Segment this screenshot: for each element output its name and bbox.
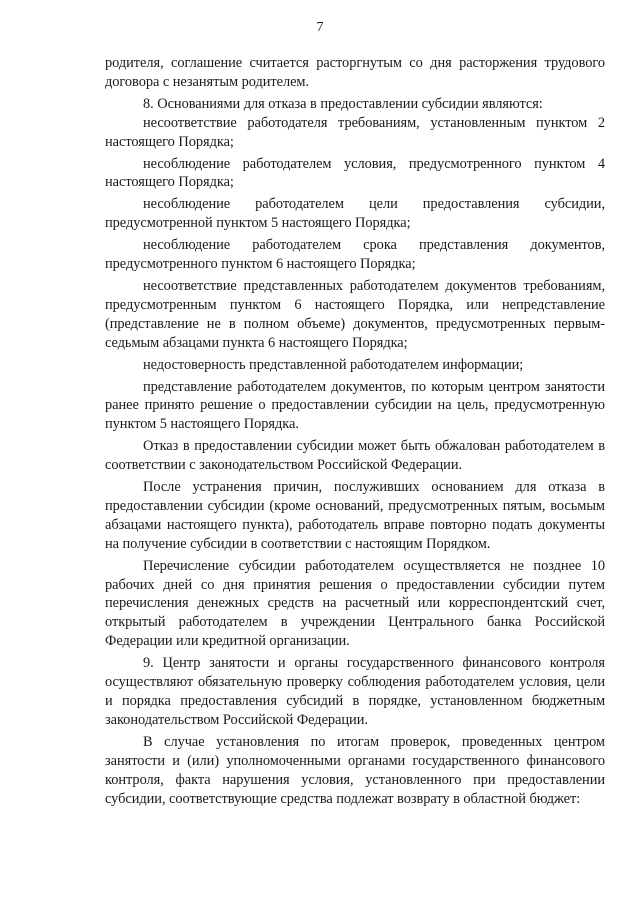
page-number: 7 (316, 20, 324, 35)
paragraph-resubmission: После устранения причин, послуживших основанием для отказа в предоставлении субсидии (кроме оснований, предусмотренных пятым, восьмым абзацами настоящего пункта), работодатель вправе повторно подать документы на получение субсидии в соответствии с настоящим Порядком. (105, 479, 605, 552)
paragraph-appeal: Отказ в предоставлении субсидии может быть обжалован работодателем в соответствии с законодательством Российской Федерации. (105, 438, 605, 474)
paragraph-item-8-heading: 8. Основаниями для отказа в предоставлении субсидии являются: (143, 95, 543, 112)
paragraph-refund: В случае установления по итогам проверок, проведенных центром занятости и (или) уполномоченными органами государственного финансового контроля, факта нарушения условия, установленного при предоставлении субсидии, соответствующие средства подлежат возврату в областной бюджет: (105, 733, 605, 807)
paragraph-transfer: Перечисление субсидии работодателем осуществляется не позднее 10 рабочих дней со дня принятия решения о предоставлении субсидии путем перечисления денежных средств на расчетный или корреспондентский счет, открытый работодателем в учреждении Центрального банка Российской Федерации или кредитной организации. (105, 557, 605, 650)
paragraph-refusal-ground-3: несоблюдение работодателем цели предоставления субсидии, предусмотренной пунктом 5 настоящего Порядка; (105, 196, 605, 232)
paragraph-refusal-ground-7: представление работодателем документов, по которым центром занятости ранее принято решение о предоставлении субсидии на цель, предусмотренную пунктом 5 настоящего Порядка. (105, 378, 605, 433)
paragraph-refusal-ground-4: несоблюдение работодателем срока представления документов, предусмотренного пунктом 6 настоящего Порядка; (105, 237, 605, 273)
paragraph-refusal-ground-2: несоблюдение работодателем условия, предусмотренного пунктом 4 настоящего Порядка; (105, 155, 605, 191)
paragraph-refusal-ground-6: недостоверность представленной работодателем информации; (143, 356, 524, 373)
paragraph-refusal-ground-5: несоответствие представленных работодателем документов требованиям, предусмотренным пунктом 6 настоящего Порядка, или непредставление (представление не в полном объеме) документов, предусмотренных первым-седьмым абзацами пункта 6 настоящего Порядка; (105, 277, 605, 351)
paragraph-refusal-ground-1: несоответствие работодателя требованиям, установленным пунктом 2 настоящего Порядка; (105, 114, 605, 150)
paragraph-continuation: родителя, соглашение считается расторгнутым со дня расторжения трудового договора с незанятым родителем. (105, 55, 605, 90)
document-body (105, 54, 605, 808)
paragraph-item-9-control: 9. Центр занятости и органы государственного финансового контроля осуществляют обязательную проверку соблюдения работодателем условия, цели и порядка предоставления субсидий в порядке, установленном бюджетным законодательством Российской Федерации. (105, 655, 605, 728)
